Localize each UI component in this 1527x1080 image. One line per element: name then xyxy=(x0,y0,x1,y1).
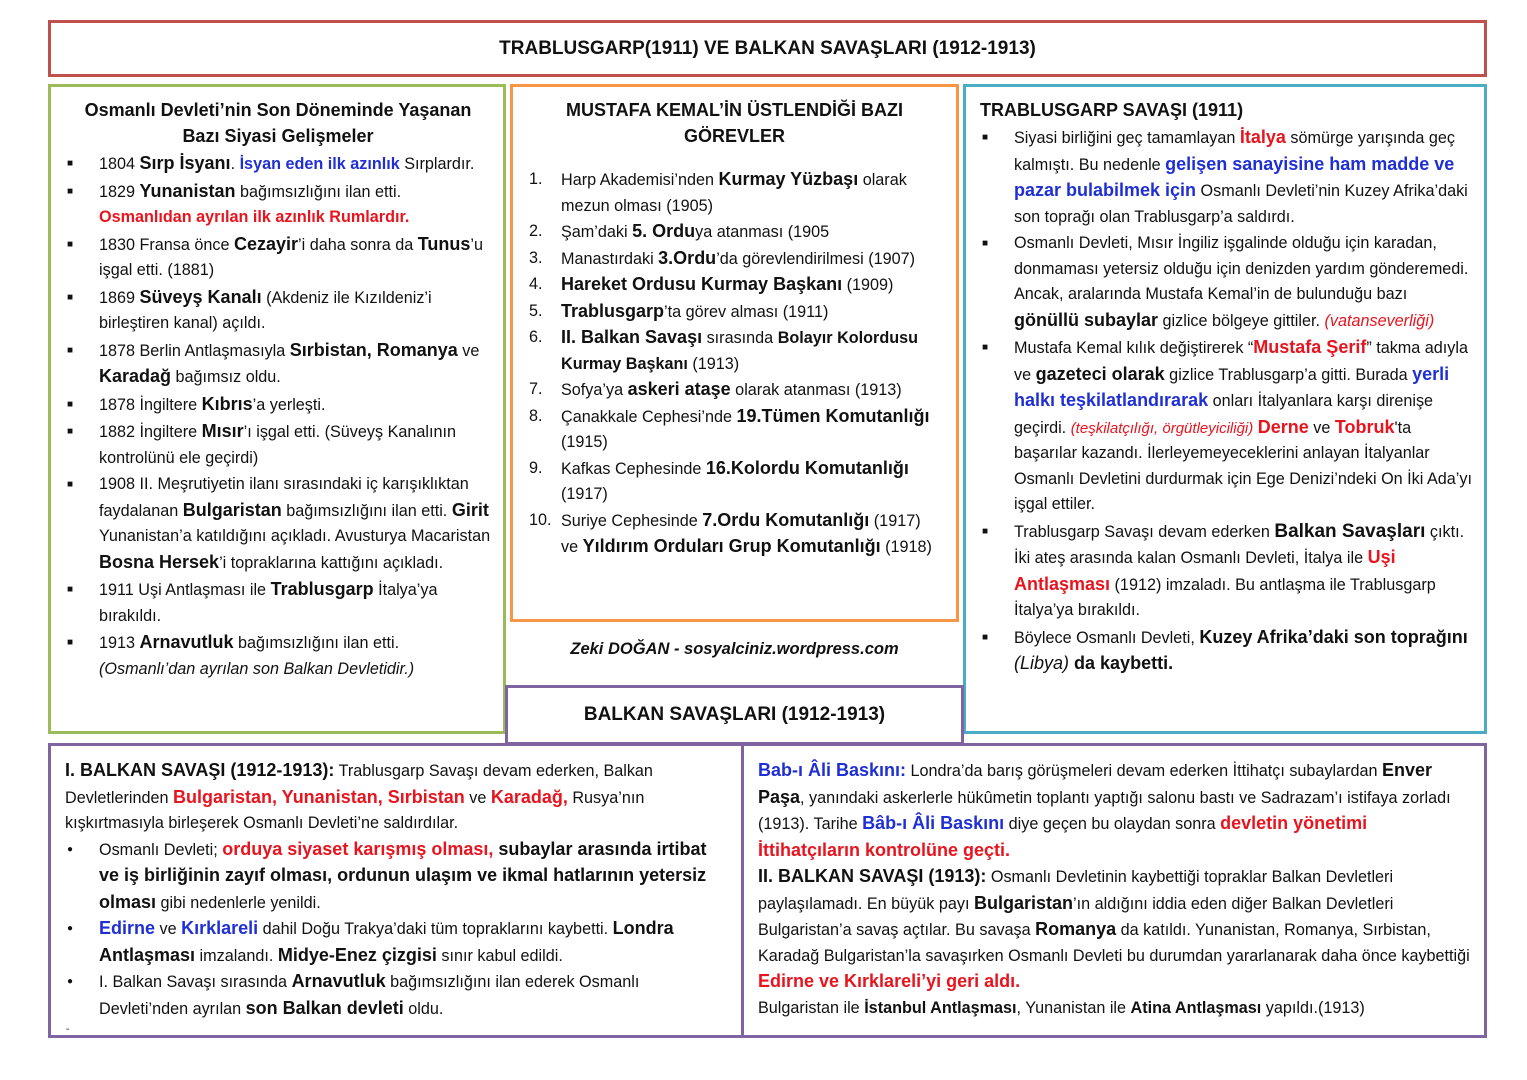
developments-list xyxy=(65,151,491,682)
list-item: 5. Trablusgarp’ta görev alması (1911) xyxy=(529,300,829,321)
title-box xyxy=(48,20,1487,77)
list-item: 1. Harp Akademisi’nden Kurmay Yüzbaşı olarak mezun olması (1905) xyxy=(529,169,907,215)
list-item: ■ Böylece Osmanlı Devleti, Kuzey Afrika’daki son toprağını (Libya) da kaybetti. xyxy=(980,625,1472,678)
page-title: TRABLUSGARP(1911) VE BALKAN SAVAŞLARI (1912-1913) xyxy=(499,37,1036,59)
tripoli-war-panel xyxy=(963,84,1487,734)
list-item: ■ 1829 Yunanistan bağımsızlığını ilan etti. Osmanlıdan ayrılan ilk azınlık Rumlardır. xyxy=(65,179,491,231)
babali-and-second-war-panel xyxy=(741,743,1487,1038)
duties-list xyxy=(527,167,942,561)
list-item: 9. Kafkas Cephesinde 16.Kolordu Komutanlığı (1917) xyxy=(529,457,909,503)
middle-heading: MUSTAFA KEMAL’İN ÜSTLENDİĞİ BAZI GÖREVLER xyxy=(566,100,903,146)
list-item: ■ Trablusgarp Savaşı devam ederken Balkan Savaşları çıktı. İki ateş arasında kalan Osmanlı Devleti, İtalya ile Uşi Antlaşması (1912) imzaladı. Bu antlaşma ile Trablusgarp İtalya’ya bırakıldı. xyxy=(980,519,1472,624)
mustafa-kemal-duties-panel xyxy=(510,84,959,622)
list-item: 7. Sofya’ya askeri ataşe olarak atanması (1913) xyxy=(529,379,902,399)
tripoli-list xyxy=(980,125,1472,678)
list-item: ● I. Balkan Savaşı sırasında Arnavutluk bağımsızlığını ilan ederek Osmanlı Devleti’nden ayrılan son Balkan devleti oldu. xyxy=(65,969,729,1022)
list-item: 4. Hareket Ordusu Kurmay Başkanı (1909) xyxy=(529,274,894,294)
first-balkan-war-list xyxy=(65,837,729,1023)
left-heading: Osmanlı Devleti’nin Son Döneminde Yaşanan Bazı Siyasi Gelişmeler xyxy=(84,100,472,146)
list-item: 10. Suriye Cephesinde 7.Ordu Komutanlığı (1917) ve Yıldırım Orduları Grup Komutanlığı (1918) xyxy=(529,509,932,556)
first-balkan-war-intro: I. BALKAN SAVAŞI (1912-1913): Trablusgarp Savaşı devam ederken, Balkan Devletlerinden Bulgaristan, Yunanistan, Sırbistan ve Karadağ, Rusya’nın kışkırtmasıyla birleşerek Osmanlı Devleti’ne saldırdılar. xyxy=(65,760,653,832)
list-item: 2. Şam’daki 5. Orduya atanması (1905 xyxy=(529,221,830,241)
treaties-paragraph: Bulgaristan ile İstanbul Antlaşması, Yunanistan ile Atina Antlaşması yapıldı.(1913) xyxy=(758,998,1365,1017)
ottoman-developments-panel xyxy=(48,84,506,734)
list-item: 3. Manastırdaki 3.Ordu’da görevlendirilmesi (1907) xyxy=(529,247,916,268)
list-item: ■ 1830 Fransa önce Cezayir’i daha sonra da Tunus’u işgal etti. (1881) xyxy=(65,232,491,284)
balkan-wars-title: BALKAN SAVAŞLARI (1912-1913) xyxy=(583,704,886,725)
babali-paragraph: Bab-ı Âli Baskını: Londra’da barış görüşmeleri devam ederken İttihatçı subaylardan Enver Paşa, yanındaki askerlerle hükûmetin toplantı yaptığı salonu bastı ve Sadrazam’ı istifaya zorladı (1913). Tarihe Bâb-ı Âli Baskını diye geçen bu olaydan sonra devletin yönetimi İttihatçıların kontrolüne geçti. xyxy=(758,760,1451,860)
list-item: ■ Siyasi birliğini geç tamamlayan İtalya sömürge yarışında geç kalmıştı. Bu nedenle gelişen sanayisine ham madde ve pazar bulabilmek için Osmanlı Devleti’nin Kuzey Afrika’daki son toprağı olan Trablusgarp’a saldırdı. xyxy=(980,125,1472,230)
first-balkan-war-panel xyxy=(48,743,744,1038)
list-item: ■ 1908 II. Meşrutiyetin ilanı sırasındaki iç karışıklıktan faydalanan Bulgaristan bağımsızlığını ilan etti. Girit Yunanistan’a katıldığını açıkladı. Avusturya Macaristan Bosna Hersek’i topraklarına kattığını açıkladı. xyxy=(65,472,491,576)
list-item: ■ 1878 İngiltere Kıbrıs’a yerleşti. xyxy=(65,392,491,419)
list-item: ■ Osmanlı Devleti, Mısır İngiliz işgalinde olduğu için karadan, donmaması yetersiz olduğu için denizden yardım gönderemedi. Ancak, aralarında Mustafa Kemal’in de bulunduğu bazı gönüllü subaylar gizlice bölgeye gittiler. (vatanseverliği) xyxy=(980,231,1472,334)
list-item: ■ Mustafa Kemal kılık değiştirerek “Mustafa Şerif” takma adıyla ve gazeteci olarak gizlice Trablusgarp’a gitti. Burada yerli halkı teşkilatlandırarak onları İtalyanlara karşı direnişe geçirdi. (teşkilatçılığı, örgütleyiciliği) Derne ve Tobruk'ta başarılar kazandı. İlerleyemeyeceklerini anlayan İtalyanlar Osmanlı Devletini durdurmak için Ege Denizi’ndeki On İki Ada’yı işgal ettiler. xyxy=(980,335,1472,518)
list-item: ● Osmanlı Devleti; orduya siyaset karışmış olması, subaylar arasında irtibat ve iş birliğinin zayıf olması, ordunun ulaşım ve ikmal hatlarının yetersiz olması gibi nedenlerle yenildi. xyxy=(65,837,729,917)
stray-dash: - xyxy=(66,1024,70,1035)
list-item: ■ 1804 Sırp İsyanı. İsyan eden ilk azınlık Sırplardır. xyxy=(65,151,491,178)
list-item: ■ 1869 Süveyş Kanalı (Akdeniz ile Kızıldeniz’i birleştiren kanal) açıldı. xyxy=(65,285,491,337)
list-item: ■ 1913 Arnavutluk bağımsızlığını ilan etti. (Osmanlı’dan ayrılan son Balkan Devletidir.) xyxy=(65,630,491,682)
list-item: ■ 1878 Berlin Antlaşmasıyla Sırbistan, Romanya ve Karadağ bağımsız oldu. xyxy=(65,338,491,391)
list-item: 8. Çanakkale Cephesi’nde 19.Tümen Komutanlığı (1915) xyxy=(529,405,930,451)
author-credit: Zeki DOĞAN - sosyalciniz.wordpress.com xyxy=(570,640,899,658)
list-item: ■ 1882 İngiltere Mısır’ı işgal etti. (Süveyş Kanalının kontrolünü ele geçirdi) xyxy=(65,419,491,471)
list-item: ● Edirne ve Kırklareli dahil Doğu Trakya’daki tüm topraklarını kaybetti. Londra Antlaşması imzalandı. Midye-Enez çizgisi sınır kabul edildi. xyxy=(65,916,729,969)
second-balkan-war-paragraph: II. BALKAN SAVAŞI (1913): Osmanlı Devletinin kaybettiği topraklar Balkan Devletleri paylaşılamadı. En büyük payı Bulgaristan’ın aldığını iddia eden diğer Balkan Devletleri Bulgaristan’a savaş açtılar. Bu savaşa Romanya da katıldı. Yunanistan, Romanya, Sırbistan, Karadağ Bulgaristan’la savaşırken Osmanlı Devleti bu durumdan yararlanarak daha önce kaybettiği Edirne ve Kırklareli’yi geri aldı. xyxy=(758,866,1470,991)
list-item: ■ 1911 Uşi Antlaşması ile Trablusgarp İtalya’ya bırakıldı. xyxy=(65,577,491,629)
list-item: 6. II. Balkan Savaşı sırasında Bolayır Kolordusu Kurmay Başkanı (1913) xyxy=(529,327,918,373)
right-heading: TRABLUSGARP SAVAŞI (1911) xyxy=(980,100,1244,120)
balkan-wars-title-box xyxy=(505,685,964,745)
